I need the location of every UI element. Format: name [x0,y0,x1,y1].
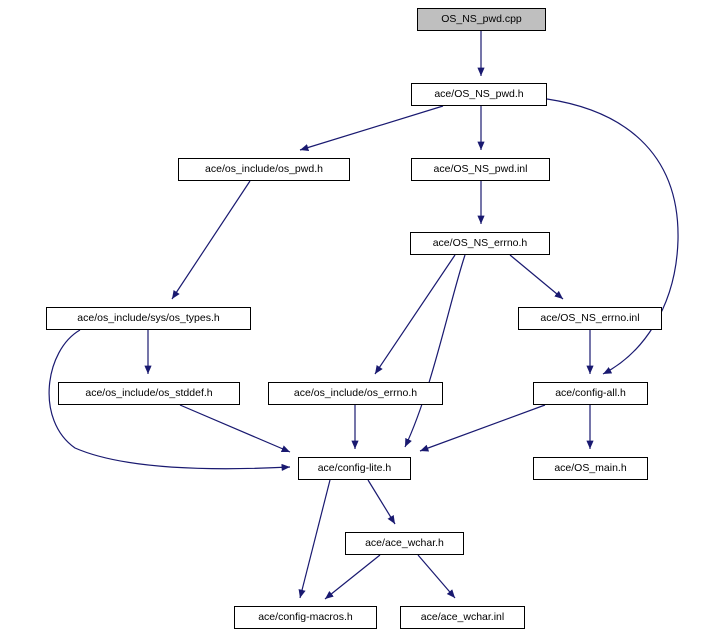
node-label: ace/ace_wchar.inl [420,611,505,624]
edge-n10-n12 [368,480,395,524]
edge-n2-n5 [172,181,250,299]
graph-node-ace-os-ns-errno-h[interactable] [410,232,550,255]
graph-node-ace-os-ns-pwd-inl[interactable] [411,158,550,181]
node-label: ace/OS_NS_pwd.inl [433,163,528,176]
graph-node-ace-os-include-sys-os-types-h[interactable] [46,307,251,330]
edge-n1-n2 [300,106,443,150]
edge-n9-n10 [420,405,545,451]
node-label: ace/OS_main.h [554,462,627,475]
node-label: OS_NS_pwd.cpp [441,13,522,26]
edge-n7-n10 [180,405,290,452]
node-label: ace/config-all.h [555,387,626,400]
graph-node-ace-config-macros-h[interactable] [234,606,377,629]
edge-n10-n13 [300,480,330,598]
graph-node-ace-os-include-os-stddef-h[interactable] [58,382,240,405]
node-label: ace/os_include/sys/os_types.h [77,312,220,325]
node-label: ace/OS_NS_errno.h [432,237,528,250]
edge-n12-n14 [418,555,455,598]
graph-node-ace-ace-wchar-inl[interactable] [400,606,525,629]
edge-n4-n8 [375,255,455,374]
graph-node-ace-os-main-h[interactable] [533,457,648,480]
node-label: ace/ace_wchar.h [365,537,444,550]
graph-node-ace-config-all-h[interactable] [533,382,648,405]
node-label: ace/OS_NS_pwd.h [434,88,524,101]
edge-n12-n13 [325,555,380,599]
edge-n4-n10 [405,255,465,447]
graph-node-os-ns-pwd-cpp[interactable] [417,8,546,31]
graph-node-ace-ace-wchar-h[interactable] [345,532,464,555]
node-label: ace/os_include/os_pwd.h [205,163,323,176]
node-label: ace/config-lite.h [317,462,392,475]
node-label: ace/os_include/os_errno.h [293,387,418,400]
edge-n4-n6 [510,255,563,299]
node-label: ace/os_include/os_stddef.h [85,387,213,400]
node-label: ace/config-macros.h [258,611,353,624]
graph-node-ace-os-ns-errno-inl[interactable] [518,307,662,330]
graph-node-ace-config-lite-h[interactable] [298,457,411,480]
node-label: ace/OS_NS_errno.inl [540,312,640,325]
graph-node-ace-os-include-os-pwd-h[interactable] [178,158,350,181]
edge-n1-n9 [547,99,678,374]
graph-node-ace-os-ns-pwd-h[interactable] [411,83,547,106]
graph-node-ace-os-include-os-errno-h[interactable] [268,382,443,405]
